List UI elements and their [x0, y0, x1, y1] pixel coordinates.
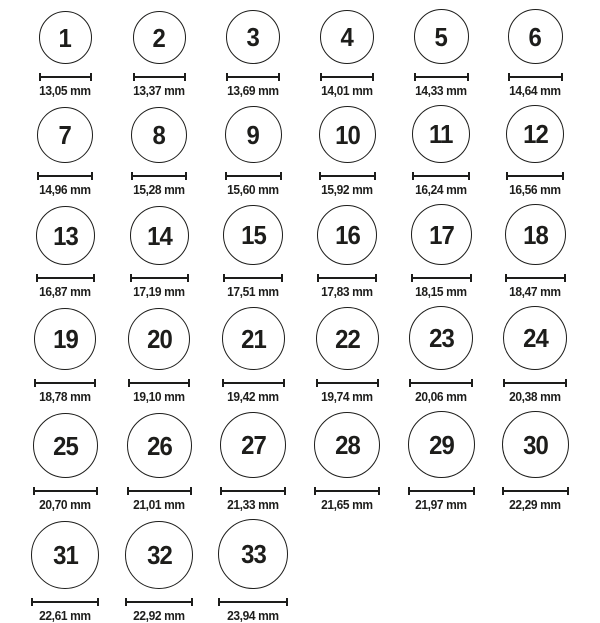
diameter-label: 20,38 mm	[509, 390, 561, 404]
diameter-label: 18,15 mm	[415, 285, 467, 299]
diameter-label: 21,33 mm	[227, 498, 279, 512]
ring-size-cell	[112, 308, 206, 404]
ring-size-cell	[206, 10, 300, 98]
ring-circle	[225, 106, 282, 163]
diameter-measure-line	[31, 598, 99, 606]
ring-size-number: 12	[522, 119, 548, 149]
diameter-label: 21,97 mm	[415, 498, 467, 512]
ring-size-number: 13	[52, 220, 78, 251]
diameter-measure-line	[316, 379, 379, 387]
ring-size-number: 7	[58, 120, 72, 150]
diameter-measure-line	[409, 379, 473, 387]
ring-size-number: 32	[146, 540, 172, 570]
ring-circle	[508, 9, 563, 64]
diameter-label: 17,19 mm	[133, 285, 185, 299]
diameter-label: 18,47 mm	[509, 285, 561, 299]
diameter-label: 16,87 mm	[39, 285, 91, 299]
diameter-measure-line	[130, 274, 189, 282]
diameter-label: 19,10 mm	[133, 390, 185, 404]
ring-size-cell	[394, 105, 488, 197]
diameter-measure-line	[414, 73, 469, 81]
ring-size-number: 24	[522, 323, 548, 353]
ring-size-cell	[18, 11, 112, 98]
diameter-measure-line	[505, 274, 566, 282]
ring-circle	[133, 11, 186, 64]
ring-size-cell	[206, 307, 300, 404]
ring-circle	[128, 308, 190, 370]
ring-size-cell	[300, 412, 394, 512]
diameter-label: 22,61 mm	[39, 609, 91, 623]
ring-size-cell	[300, 307, 394, 404]
diameter-measure-line	[320, 73, 374, 81]
ring-circle	[409, 306, 473, 370]
diameter-measure-line	[317, 274, 377, 282]
diameter-label: 23,94 mm	[227, 609, 279, 623]
ring-size-number: 5	[434, 21, 448, 52]
diameter-label: 21,01 mm	[133, 498, 185, 512]
ring-size-cell	[18, 206, 112, 299]
ring-circle	[226, 10, 280, 64]
ring-size-cell	[206, 106, 300, 197]
ring-circle	[412, 105, 470, 163]
ring-size-cell	[112, 11, 206, 98]
ring-size-number: 28	[334, 430, 360, 460]
ring-size-cell	[394, 204, 488, 299]
ring-size-number: 17	[428, 219, 454, 250]
diameter-measure-line	[411, 274, 472, 282]
diameter-label: 21,65 mm	[321, 498, 373, 512]
diameter-measure-line	[39, 73, 92, 81]
diameter-label: 14,01 mm	[321, 84, 373, 98]
ring-circle	[502, 411, 569, 478]
ring-size-cell	[488, 411, 582, 512]
ring-circle	[130, 206, 189, 265]
diameter-label: 20,06 mm	[415, 390, 467, 404]
ring-circle	[503, 306, 567, 370]
ring-circle	[320, 10, 374, 64]
ring-circle	[131, 107, 187, 163]
diameter-label: 19,42 mm	[227, 390, 279, 404]
ring-size-number: 6	[528, 21, 542, 52]
ring-size-number: 16	[334, 220, 360, 250]
diameter-label: 13,69 mm	[227, 84, 279, 98]
ring-circle	[31, 521, 99, 589]
ring-circle	[314, 412, 380, 478]
ring-circle	[39, 11, 92, 64]
ring-circle	[316, 307, 379, 370]
diameter-label: 16,24 mm	[415, 183, 467, 197]
ring-size-cell	[206, 412, 300, 512]
ring-circle	[127, 413, 192, 478]
ring-circle	[411, 204, 472, 265]
ring-size-cell	[18, 413, 112, 512]
ring-size-number: 27	[240, 430, 266, 460]
ring-size-cell	[18, 107, 112, 197]
ring-size-cell	[112, 521, 206, 623]
ring-size-number: 29	[428, 429, 454, 460]
ring-size-cell	[112, 413, 206, 512]
ring-size-number: 18	[522, 219, 548, 250]
diameter-measure-line	[34, 379, 96, 387]
ring-size-number: 11	[429, 119, 453, 149]
ring-size-number: 20	[146, 324, 172, 354]
diameter-measure-line	[408, 487, 475, 495]
diameter-measure-line	[506, 172, 564, 180]
ring-size-cell	[18, 521, 112, 623]
ring-size-number: 9	[246, 119, 260, 150]
diameter-measure-line	[133, 73, 186, 81]
diameter-measure-line	[412, 172, 470, 180]
ring-circle	[220, 412, 286, 478]
ring-size-cell	[488, 105, 582, 197]
ring-circle	[506, 105, 564, 163]
diameter-label: 22,92 mm	[133, 609, 185, 623]
diameter-label: 19,74 mm	[321, 390, 373, 404]
ring-size-number: 14	[146, 220, 172, 251]
ring-size-number: 26	[146, 430, 172, 461]
ring-circle	[317, 205, 377, 265]
ring-size-number: 23	[428, 323, 454, 353]
ring-circle	[223, 205, 283, 265]
ring-size-cell	[206, 205, 300, 299]
diameter-label: 15,28 mm	[133, 183, 185, 197]
ring-size-number: 31	[52, 540, 78, 570]
ring-size-cell	[488, 306, 582, 404]
diameter-measure-line	[125, 598, 193, 606]
diameter-label: 17,83 mm	[321, 285, 373, 299]
ring-circle	[36, 206, 95, 265]
ring-circle	[505, 204, 566, 265]
ring-size-cell	[300, 10, 394, 98]
ring-size-number: 2	[152, 22, 166, 53]
ring-circle	[319, 106, 376, 163]
ring-size-number: 10	[334, 119, 360, 150]
diameter-label: 13,05 mm	[39, 84, 91, 98]
diameter-measure-line	[131, 172, 187, 180]
diameter-measure-line	[128, 379, 190, 387]
ring-circle	[222, 307, 285, 370]
diameter-measure-line	[218, 598, 288, 606]
ring-size-number: 22	[334, 323, 360, 354]
ring-size-cell	[112, 107, 206, 197]
diameter-label: 17,51 mm	[227, 285, 279, 299]
diameter-measure-line	[226, 73, 280, 81]
ring-size-cell	[300, 106, 394, 197]
ring-circle	[37, 107, 93, 163]
diameter-label: 15,60 mm	[227, 183, 279, 197]
diameter-measure-line	[225, 172, 282, 180]
ring-circle	[125, 521, 193, 589]
diameter-measure-line	[319, 172, 376, 180]
ring-circle	[408, 411, 475, 478]
diameter-label: 13,37 mm	[133, 84, 185, 98]
ring-size-number: 8	[152, 120, 166, 150]
ring-size-number: 21	[240, 323, 266, 354]
ring-size-number: 19	[52, 324, 78, 354]
ring-size-number: 15	[240, 220, 266, 250]
ring-size-number: 4	[340, 22, 354, 52]
ring-size-number: 1	[58, 22, 72, 53]
diameter-label: 22,29 mm	[509, 498, 561, 512]
ring-size-cell	[394, 306, 488, 404]
diameter-label: 20,70 mm	[39, 498, 91, 512]
ring-circle	[218, 519, 288, 589]
diameter-measure-line	[220, 487, 286, 495]
ring-circle	[33, 413, 98, 478]
ring-size-cell	[394, 411, 488, 512]
ring-circle	[34, 308, 96, 370]
diameter-label: 14,96 mm	[39, 183, 91, 197]
ring-size-cell	[112, 206, 206, 299]
diameter-label: 18,78 mm	[39, 390, 91, 404]
ring-size-cell	[488, 204, 582, 299]
ring-size-number: 25	[52, 430, 78, 461]
diameter-measure-line	[223, 274, 283, 282]
ring-size-number: 3	[246, 22, 260, 52]
diameter-measure-line	[314, 487, 380, 495]
diameter-measure-line	[222, 379, 285, 387]
ring-size-cell	[488, 9, 582, 98]
ring-size-cell	[206, 519, 300, 623]
ring-size-cell	[394, 9, 488, 98]
diameter-label: 15,92 mm	[321, 183, 373, 197]
ring-size-cell	[18, 308, 112, 404]
diameter-measure-line	[127, 487, 192, 495]
diameter-measure-line	[502, 487, 569, 495]
diameter-label: 14,64 mm	[509, 84, 561, 98]
diameter-measure-line	[508, 73, 563, 81]
diameter-measure-line	[33, 487, 98, 495]
diameter-label: 16,56 mm	[509, 183, 561, 197]
diameter-measure-line	[503, 379, 567, 387]
ring-circle	[414, 9, 469, 64]
ring-size-cell	[300, 205, 394, 299]
ring-size-number: 30	[522, 429, 548, 460]
ring-size-number: 33	[240, 539, 266, 569]
diameter-measure-line	[37, 172, 93, 180]
diameter-measure-line	[36, 274, 95, 282]
diameter-label: 14,33 mm	[415, 84, 467, 98]
